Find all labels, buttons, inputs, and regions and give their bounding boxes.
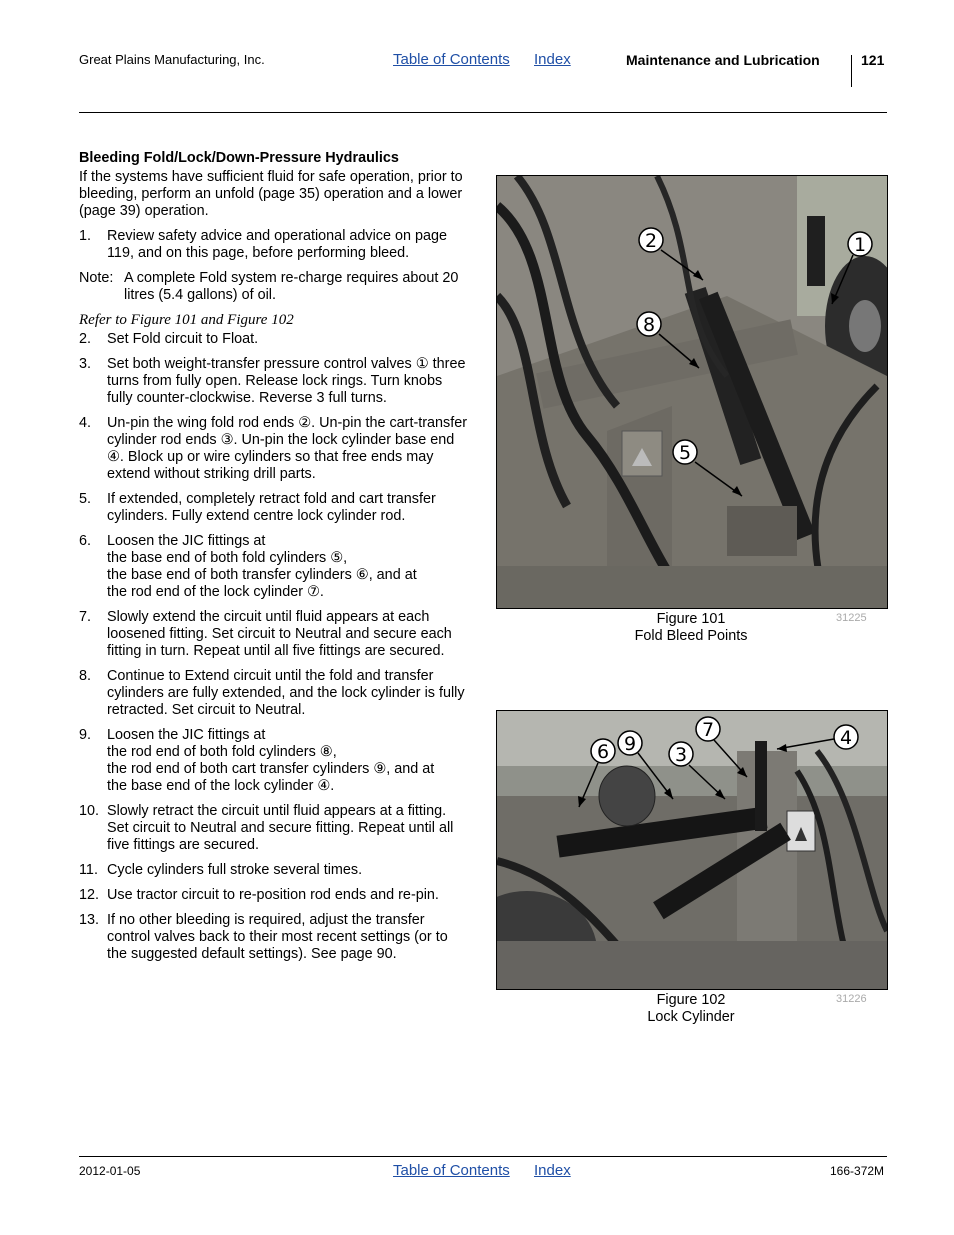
note-label: Note: xyxy=(79,270,114,286)
procedure-text xyxy=(79,150,471,971)
step-number: 5. xyxy=(79,491,92,507)
step-text: Set both weight-transfer pressure control valves ① three turns from fully open. Release lock rings. Turn knobs fully counter-clockwise. Reverse 3 full turns. xyxy=(107,356,466,406)
step-text: Slowly retract the circuit until fluid appears at a fitting. Set circuit to Neutral and secure fitting. Repeat until all five fittings are secured. xyxy=(107,803,454,853)
header-rule xyxy=(79,112,887,113)
header-index-link[interactable]: Index xyxy=(534,51,571,68)
page-number: 121 xyxy=(861,52,885,68)
step-item xyxy=(79,533,471,601)
callout-3: 3 xyxy=(674,744,688,766)
section-title: Maintenance and Lubrication xyxy=(626,52,820,68)
note-text: A complete Fold system re-charge requires about 20 litres (5.4 gallons) of oil. xyxy=(124,270,459,303)
figure-102-photo-id: 31226 xyxy=(836,993,867,1005)
step-number: 1. xyxy=(79,228,92,244)
figure-101-caption xyxy=(496,611,886,645)
step-item xyxy=(79,668,471,719)
figure-102-title: Lock Cylinder xyxy=(647,1009,735,1025)
callout-9: 9 xyxy=(623,733,637,755)
step-text: Slowly extend the circuit until fluid appears at each loosened fitting. Set circuit to Neutral and secure each fitting in turn. Repeat until all five fittings are secured. xyxy=(107,609,452,659)
footer-rule xyxy=(79,1156,887,1157)
step-item xyxy=(79,491,471,525)
step-item xyxy=(79,356,471,407)
step-item xyxy=(79,803,471,854)
step-number: 9. xyxy=(79,727,92,743)
step-number: 12. xyxy=(79,887,100,903)
figure-reference: Refer to Figure 101 and Figure 102 xyxy=(79,312,294,328)
footer-doc-number: 166-372M xyxy=(830,1164,885,1178)
step-number: 8. xyxy=(79,668,92,684)
footer-index-link[interactable]: Index xyxy=(534,1162,571,1179)
step-text: Continue to Extend circuit until the fold and transfer cylinders are fully extended, and the lock cylinder is fully retracted. Set circuit to Neutral. xyxy=(107,668,465,718)
step-number: 11. xyxy=(79,862,98,878)
company-name: Great Plains Manufacturing, Inc. xyxy=(79,52,265,67)
step-text: Set Fold circuit to Float. xyxy=(107,331,259,347)
callout-1: 1 xyxy=(853,234,867,256)
step-text: Use tractor circuit to re-position rod ends and re-pin. xyxy=(107,887,439,903)
callout-5: 5 xyxy=(678,442,692,464)
step-item xyxy=(79,228,471,262)
step-item xyxy=(79,862,471,879)
step-text: Cycle cylinders full stroke several times. xyxy=(107,862,363,878)
callout-2: 2 xyxy=(644,230,658,252)
header-toc-link[interactable]: Table of Contents xyxy=(393,51,510,68)
step-text: Review safety advice and operational advice on page 119, and on this page, before performing bleed. xyxy=(107,228,447,261)
step-item xyxy=(79,887,471,904)
step-number: 10. xyxy=(79,803,100,819)
header-divider xyxy=(851,55,852,87)
step-text: If extended, completely retract fold and cart transfer cylinders. Fully extend centre lock cylinder rod. xyxy=(107,491,436,524)
step-number: 3. xyxy=(79,356,92,372)
step-number: 13. xyxy=(79,912,100,928)
footer-toc-link[interactable]: Table of Contents xyxy=(393,1162,510,1179)
figure-102-number: Figure 102 xyxy=(656,992,726,1008)
steps-list xyxy=(79,331,471,963)
footer-date: 2012-01-05 xyxy=(79,1164,141,1178)
step-item xyxy=(79,727,471,795)
step-item xyxy=(79,912,471,963)
step-number: 2. xyxy=(79,331,92,347)
step-item xyxy=(79,415,471,483)
step-text: Loosen the JIC fittings at the rod end of both fold cylinders ⑧, the rod end of both cart transfer cylinders ⑨, and at the base end of the lock cylinder ④. xyxy=(107,727,435,794)
callout-6: 6 xyxy=(596,741,610,763)
figure-101-photo-id: 31225 xyxy=(836,612,867,624)
step-text: If no other bleeding is required, adjust the transfer control valves back to their most recent settings (or to the suggested default settings). See page 90. xyxy=(107,912,448,962)
step-number: 7. xyxy=(79,609,92,625)
figure-101-photo xyxy=(496,175,888,609)
callout-4: 4 xyxy=(839,727,853,749)
section-heading: Bleeding Fold/Lock/Down-Pressure Hydraulics xyxy=(79,150,399,166)
figure-101-number: Figure 101 xyxy=(656,611,726,627)
figure-102-caption xyxy=(496,992,886,1026)
step-text: Loosen the JIC fittings at the base end of both fold cylinders ⑤, the base end of both transfer cylinders ⑥, and at the rod end of the lock cylinder ⑦. xyxy=(107,533,417,600)
callout-7: 7 xyxy=(701,719,715,741)
step-number: 4. xyxy=(79,415,92,431)
intro-paragraph: If the systems have sufficient fluid for safe operation, prior to bleeding, perform an unfold (page 35) operation and a lower (page 39) operation. xyxy=(79,169,463,219)
callout-8: 8 xyxy=(642,314,656,336)
figure-101-title: Fold Bleed Points xyxy=(634,628,748,644)
step-number: 6. xyxy=(79,533,92,549)
step-item xyxy=(79,331,471,348)
figure-102-photo xyxy=(496,710,888,990)
step-item xyxy=(79,609,471,660)
note xyxy=(79,270,471,304)
step-text: Un-pin the wing fold rod ends ②. Un-pin the cart-transfer cylinder rod ends ③. Un-pin the lock cylinder base end ④. Block up or wire cylinders so that free ends may extend without striking drill parts. xyxy=(107,415,468,482)
